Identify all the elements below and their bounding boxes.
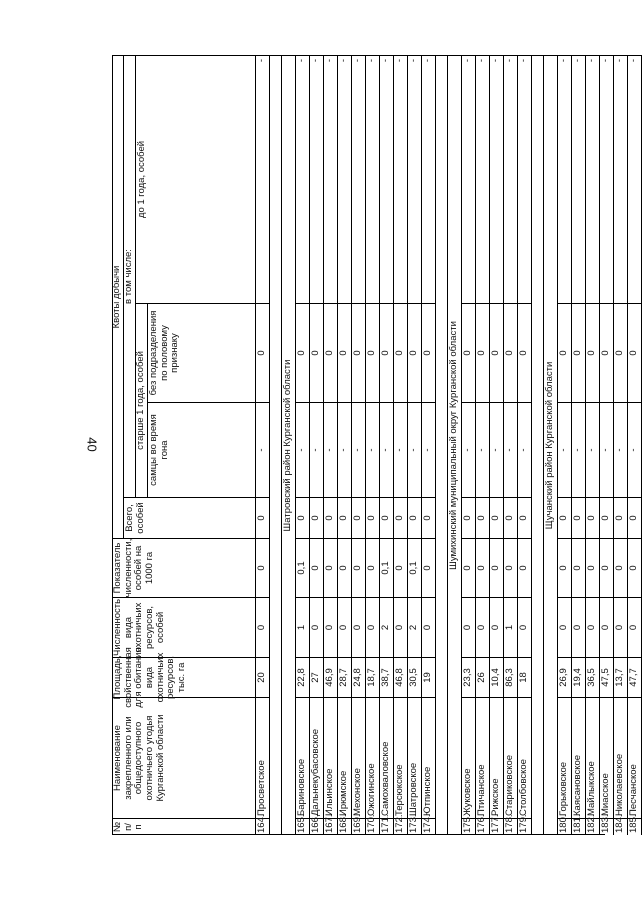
row-young: - [366,55,380,303]
row-nosex: 0 [600,303,614,402]
row-name: Горьковское [558,697,572,818]
row-young: - [380,55,394,303]
row-total: 0 [504,497,518,538]
header-total: Всего, особей [124,497,256,538]
row-nosex: 0 [422,303,436,402]
row-population: 0 [352,597,366,657]
row-number: 174. [422,818,436,835]
row-males: - [310,402,324,497]
row-total: 0 [338,497,352,538]
row-total: 0 [558,497,572,538]
row-population: 0 [394,597,408,657]
row-total: 0 [366,497,380,538]
row-area: 10,4 [490,657,504,697]
row-young: - [310,55,324,303]
row-total: 0 [310,497,324,538]
row-young: - [518,55,532,303]
header-num: № п/п [112,818,256,835]
row-young: - [422,55,436,303]
row-population: 0 [600,597,614,657]
row-males: - [338,402,352,497]
row-total: 0 [628,497,642,538]
row-number: 169. [352,818,366,835]
row-name: Мехонское [352,697,366,818]
row-area: 26,9 [558,657,572,697]
row-males: - [614,402,628,497]
row-young: - [324,55,338,303]
row-nosex: 0 [476,303,490,402]
row-area: 47,7 [628,657,642,697]
row-males: - [324,402,338,497]
row-name: Шатровское [408,697,422,818]
row-number: 182. [586,818,600,835]
row-density: 0,1 [296,538,310,597]
row-density: 0 [476,538,490,597]
row-males: - [256,402,270,497]
row-name: Николаевское [614,697,628,818]
row-name: Столбовское [518,697,532,818]
row-name: Ильинское [324,697,338,818]
row-density: 0 [558,538,572,597]
row-young: - [586,55,600,303]
row-young: - [490,55,504,303]
row-nosex: 0 [394,303,408,402]
row-young: - [572,55,586,303]
row-area: 36,5 [586,657,600,697]
row-density: 0 [324,538,338,597]
row-density: 0 [628,538,642,597]
row-density: 0 [338,538,352,597]
row-young: - [504,55,518,303]
row-young: - [338,55,352,303]
row-males: - [296,402,310,497]
row-population: 0 [324,597,338,657]
row-name: Самохваловское [380,697,394,818]
row-total: 0 [256,497,270,538]
header-name: Наименование закрепленного или общедоступного охотничьего угодья Курганской области [112,697,256,818]
row-density: 0 [352,538,366,597]
row-density: 0 [394,538,408,597]
row-nosex: 0 [572,303,586,402]
row-number: 172. [394,818,408,835]
row-name: Бариновское [296,697,310,818]
row-population: 0 [628,597,642,657]
row-males: - [586,402,600,497]
row-population: 0 [476,597,490,657]
row-males: - [572,402,586,497]
row-name: Жуковское [462,697,476,818]
row-males: - [408,402,422,497]
row-nosex: 0 [310,303,324,402]
row-number: 165. [296,818,310,835]
row-number: 183. [600,818,614,835]
row-density: 0 [600,538,614,597]
row-name: Ожогинское [366,697,380,818]
row-area: 19,4 [572,657,586,697]
header-including: в том числе: [124,55,136,497]
row-number: 176. [476,818,490,835]
row-total: 0 [476,497,490,538]
spacer-row [436,55,448,835]
row-males: - [490,402,504,497]
row-name: Рижское [490,697,504,818]
row-number: 185. [628,818,642,835]
row-total: 0 [324,497,338,538]
row-nosex: 0 [380,303,394,402]
row-number: 164. [256,818,270,835]
row-name: Ирюмское [338,697,352,818]
header-under1: до 1 года, особей [136,55,256,303]
row-number: 177. [490,818,504,835]
row-young: - [394,55,408,303]
row-total: 0 [600,497,614,538]
row-number: 168. [338,818,352,835]
row-nosex: 0 [462,303,476,402]
row-area: 26 [476,657,490,697]
row-total: 0 [586,497,600,538]
row-area: 27 [310,657,324,697]
row-population: 0 [490,597,504,657]
row-number: 173. [408,818,422,835]
section-header: Шумихинский муниципальный округ Курганской области [448,55,462,835]
header-area: Площадь, свойственная для обитания вида охотничьих ресурсов, тыс. га [112,657,256,697]
row-nosex: 0 [504,303,518,402]
row-young: - [462,55,476,303]
row-total: 0 [394,497,408,538]
row-nosex: 0 [366,303,380,402]
page-number: 40 [84,437,100,452]
row-number: 167. [324,818,338,835]
row-name: Дальнекубасовское [310,697,324,818]
row-nosex: 0 [296,303,310,402]
header-quota: Квоты добычи [112,55,124,538]
row-males: - [380,402,394,497]
row-density: 0 [614,538,628,597]
row-area: 30,5 [408,657,422,697]
row-density: 0 [572,538,586,597]
row-density: 0 [256,538,270,597]
row-young: - [256,55,270,303]
row-population: 0 [586,597,600,657]
row-area: 86,3 [504,657,518,697]
row-area: 18,7 [366,657,380,697]
row-nosex: 0 [352,303,366,402]
row-number: 175. [462,818,476,835]
row-nosex: 0 [324,303,338,402]
row-area: 19 [422,657,436,697]
row-area: 13,7 [614,657,628,697]
row-number: 180. [558,818,572,835]
row-area: 46,9 [324,657,338,697]
row-males: - [558,402,572,497]
row-males: - [366,402,380,497]
row-total: 0 [518,497,532,538]
row-total: 0 [408,497,422,538]
row-number: 181. [572,818,586,835]
row-total: 0 [352,497,366,538]
row-young: - [628,55,642,303]
row-total: 0 [572,497,586,538]
row-population: 2 [408,597,422,657]
row-population: 1 [504,597,518,657]
row-young: - [296,55,310,303]
row-density: 0 [504,538,518,597]
row-area: 23,3 [462,657,476,697]
row-males: - [476,402,490,497]
row-nosex: 0 [256,303,270,402]
row-name: Терсюкское [394,697,408,818]
row-area: 38,7 [380,657,394,697]
row-nosex: 0 [614,303,628,402]
row-area: 47,5 [600,657,614,697]
row-males: - [600,402,614,497]
spacer-row [532,55,544,835]
row-nosex: 0 [518,303,532,402]
row-density: 0 [366,538,380,597]
section-header: Шатровский район Курганской области [282,55,296,835]
row-males: - [462,402,476,497]
row-number: 166. [310,818,324,835]
row-young: - [614,55,628,303]
row-name: Просветское [256,697,270,818]
row-population: 0 [558,597,572,657]
row-density: 0 [462,538,476,597]
row-nosex: 0 [338,303,352,402]
row-young: - [352,55,366,303]
header-population: Численность вида охотничьих ресурсов, особей [112,597,256,657]
row-population: 0 [366,597,380,657]
row-nosex: 0 [558,303,572,402]
row-population: 0 [338,597,352,657]
row-total: 0 [296,497,310,538]
hunting-quota-table [111,55,640,835]
row-males: - [352,402,366,497]
row-name: Миасское [600,697,614,818]
row-males: - [628,402,642,497]
row-density: 0,1 [408,538,422,597]
row-nosex: 0 [490,303,504,402]
row-density: 0 [310,538,324,597]
row-area: 24,8 [352,657,366,697]
row-total: 0 [614,497,628,538]
row-area: 28,7 [338,657,352,697]
row-nosex: 0 [586,303,600,402]
row-total: 0 [422,497,436,538]
row-population: 0 [256,597,270,657]
row-total: 0 [380,497,394,538]
row-density: 0 [490,538,504,597]
row-males: - [394,402,408,497]
row-males: - [422,402,436,497]
table-viewport [111,55,640,835]
row-density: 0 [586,538,600,597]
row-name: Ютпинское [422,697,436,818]
row-area: 20 [256,657,270,697]
row-nosex: 0 [408,303,422,402]
row-population: 0 [572,597,586,657]
row-total: 0 [462,497,476,538]
row-young: - [600,55,614,303]
section-header: Щучанский район Курганской области [544,55,558,835]
spacer-row [270,55,282,835]
row-name: Стариковское [504,697,518,818]
row-males: - [518,402,532,497]
row-males: - [504,402,518,497]
row-name: Песчанское [628,697,642,818]
row-young: - [476,55,490,303]
row-number: 178. [504,818,518,835]
row-name: Майлыкское [586,697,600,818]
row-total: 0 [490,497,504,538]
row-number: 184. [614,818,628,835]
row-density: 0 [518,538,532,597]
row-population: 0 [462,597,476,657]
row-young: - [408,55,422,303]
row-population: 2 [380,597,394,657]
row-area: 18 [518,657,532,697]
row-number: 170. [366,818,380,835]
row-area: 46,8 [394,657,408,697]
row-density: 0 [422,538,436,597]
header-older: старше 1 года, особей [136,303,148,497]
header-density: Показатель численности, особей на 1000 га [112,538,256,597]
row-population: 0 [614,597,628,657]
row-population: 0 [310,597,324,657]
row-number: 179. [518,818,532,835]
row-nosex: 0 [628,303,642,402]
row-name: Каясановское [572,697,586,818]
row-name: Птичанское [476,697,490,818]
row-young: - [558,55,572,303]
header-males-rut: самцы во время гона [148,402,256,497]
row-population: 0 [518,597,532,657]
header-no-sex: без подразделения по половому признаку [148,303,256,402]
row-area: 22,8 [296,657,310,697]
row-population: 0 [422,597,436,657]
row-number: 171. [380,818,394,835]
row-population: 1 [296,597,310,657]
row-density: 0,1 [380,538,394,597]
